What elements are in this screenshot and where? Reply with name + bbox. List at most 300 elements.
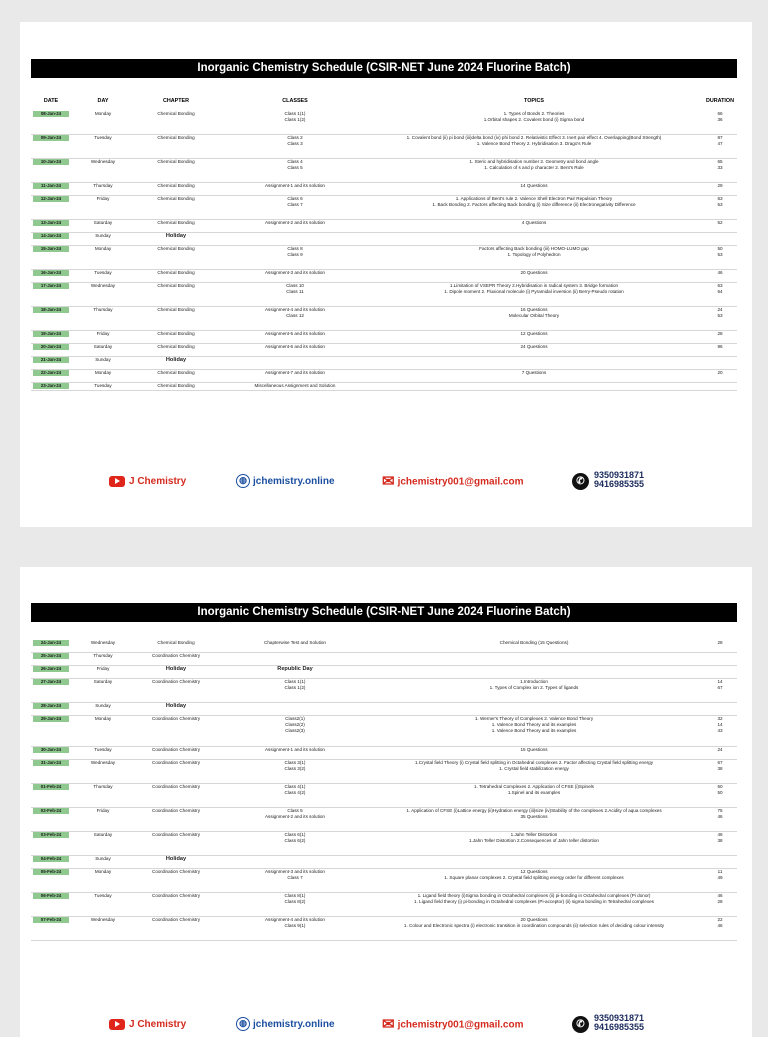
- classes-cell-line: Class 11: [286, 289, 304, 294]
- chapter-cell-line: Chemical Bonding: [157, 196, 195, 201]
- duration-cell-line: 50: [717, 246, 723, 251]
- youtube-label: J Chemistry: [129, 1019, 187, 1030]
- day-cell-line: Wednesday: [90, 917, 116, 922]
- chapter-cell-line: Coordination Chemistry: [152, 869, 200, 874]
- classes-cell: [227, 869, 363, 881]
- header-date: DATE: [43, 98, 59, 104]
- date-cell: 06-Feb-24: [33, 893, 69, 899]
- classes-cell-line: Class 6(2): [284, 838, 306, 843]
- table-row: [31, 369, 737, 383]
- topics-cell-line: 1.Jahn Teller Distortion 2.Consequences of Jahn teller distortion: [469, 838, 599, 843]
- date-cell: 05-Feb-24: [33, 869, 69, 875]
- email-link[interactable]: [382, 1017, 524, 1033]
- topics-cell-line: 24 Questions: [520, 344, 548, 349]
- classes-cell: [227, 246, 363, 258]
- classes-cell-line: Class 8(1): [284, 893, 306, 898]
- topics-cell-line: 1. Types of Bonds 2. Theories: [503, 111, 565, 116]
- duration-cell: [705, 679, 735, 691]
- table-row: [31, 110, 737, 135]
- table-row: [31, 182, 737, 196]
- topics-cell: [367, 159, 701, 171]
- date-cell: 03-Feb-24: [33, 832, 69, 838]
- duration-cell-line: 50: [717, 790, 723, 795]
- chapter-cell-line: Holiday: [165, 703, 187, 709]
- chapter-cell: [135, 703, 217, 709]
- classes-cell-line: Assignment-4 and its solution: [264, 307, 325, 312]
- topics-cell-line: 14 Questions: [520, 183, 548, 188]
- topics-cell-line: 1. Applications of Bent's rule 2. Valence Shell Electron Pair Repulsion Theory: [455, 196, 613, 201]
- globe-icon: ◍: [236, 1017, 250, 1031]
- duration-cell: [705, 331, 735, 337]
- duration-cell-line: 53: [717, 313, 723, 318]
- topics-cell: [367, 135, 701, 147]
- table-row: [31, 195, 737, 220]
- day-cell: [78, 307, 128, 313]
- date-cell: 12-Jan-24: [33, 196, 69, 202]
- table-row: [31, 783, 737, 808]
- day-cell-line: Tuesday: [94, 135, 112, 140]
- topics-cell: [367, 196, 701, 208]
- duration-cell-line: 96: [717, 344, 723, 349]
- topics-cell: [367, 246, 701, 258]
- day-cell-line: Sunday: [95, 856, 111, 861]
- topics-cell: [367, 893, 701, 905]
- chapter-cell: [135, 344, 217, 350]
- duration-cell-line: 65: [717, 159, 723, 164]
- chapter-cell: [135, 331, 217, 337]
- chapter-cell-line: Chemical Bonding: [157, 220, 195, 225]
- date-cell: 29-Jan-24: [33, 716, 69, 722]
- day-cell-line: Saturday: [93, 344, 113, 349]
- day-cell: [78, 703, 128, 709]
- table-row: [31, 219, 737, 233]
- day-cell-line: Monday: [94, 370, 112, 375]
- date-cell: 01-Feb-24: [33, 784, 69, 790]
- topics-cell-line: 1. Valence Bond Theory and its examples: [491, 728, 577, 733]
- chapter-cell-line: Chemical Bonding: [157, 159, 195, 164]
- classes-cell: [227, 808, 363, 820]
- chapter-cell: [135, 653, 217, 659]
- duration-cell: [705, 869, 735, 881]
- classes-cell-line: Assignment-7 and its solution: [264, 370, 325, 375]
- classes-cell-line: Class2(3): [285, 728, 305, 733]
- duration-cell: [705, 640, 735, 646]
- topics-cell-line: 1. Ligand field theory (i)Sigma bonding in Octahedral complexes (ii) pi-bonding in Octahedral complexes (Pi donor): [417, 893, 651, 898]
- classes-cell: [227, 383, 363, 389]
- classes-cell: [227, 344, 363, 350]
- table-row: [31, 678, 737, 703]
- duration-cell-line: 60: [717, 784, 723, 789]
- date-cell: 19-Jan-24: [33, 331, 69, 337]
- website-link[interactable]: [236, 474, 335, 490]
- chapter-cell: [135, 679, 217, 685]
- phone-number-2: 9416985355: [594, 479, 645, 489]
- classes-cell-line: Class 7: [287, 875, 303, 880]
- chapter-cell: [135, 159, 217, 165]
- duration-cell: [705, 917, 735, 929]
- duration-cell-line: 28: [717, 899, 723, 904]
- topics-cell-line: 1.Limitation of VSEPR Theory 2.Hybridisation in radical system 3. Bridge formation: [449, 283, 619, 288]
- table-row: [31, 855, 737, 869]
- phone-number-1: 9350931871: [594, 470, 645, 480]
- topics-cell: [367, 283, 701, 295]
- day-cell: [78, 640, 128, 646]
- topics-cell-line: Factors affecting Back bonding (iii) HOMO-LUMO gap: [479, 246, 589, 251]
- duration-cell-line: 20: [717, 370, 723, 375]
- topics-cell-line: 1. Application of CFSE (i)Lattice energy (ii)Hydration energy (iii)size (iv)Stability of the complexes 2.Acidity of aqua complexes: [406, 808, 662, 813]
- day-cell: [78, 270, 128, 276]
- day-cell-line: Tuesday: [94, 270, 112, 275]
- chapter-cell-line: Coordination Chemistry: [152, 832, 200, 837]
- duration-cell-line: 75: [717, 808, 723, 813]
- duration-cell-line: 11: [717, 869, 723, 874]
- topics-cell-line: Chemical Bonding (15 Questions): [499, 640, 569, 645]
- classes-cell-line: Class 1(2): [284, 685, 306, 690]
- topics-cell-line: 1. Crystal field stabilization energy: [499, 766, 569, 771]
- day-cell: [78, 283, 128, 289]
- phone-icon: ✆: [572, 1016, 589, 1033]
- classes-cell: [227, 220, 363, 226]
- table-row: [31, 158, 737, 183]
- duration-cell-line: 46: [717, 923, 723, 928]
- date-cell: 31-Jan-24: [33, 760, 69, 766]
- classes-cell-line: Assignment-2 and its solution: [264, 814, 325, 819]
- classes-cell: [227, 716, 363, 734]
- day-cell: [78, 856, 128, 862]
- topics-cell-line: 1. Werner's Theory of Complexes 2. Valence Bond Theory: [474, 716, 594, 721]
- day-cell-line: Friday: [96, 666, 110, 671]
- topics-cell-line: 1. Valence Bond Theory and its examples: [491, 722, 577, 727]
- email-label: jchemistry001@gmail.com: [397, 476, 524, 488]
- chapter-cell: [135, 357, 217, 363]
- table-row: [31, 330, 737, 344]
- date-cell: 25-Jan-24: [33, 653, 69, 659]
- table-row: [31, 639, 737, 653]
- day-cell-line: Thursday: [93, 784, 113, 789]
- duration-cell: [705, 159, 735, 171]
- day-cell: [78, 760, 128, 766]
- table-row: [31, 343, 737, 357]
- date-cell: 27-Jan-24: [33, 679, 69, 685]
- duration-cell-line: 24: [717, 307, 723, 312]
- day-cell-line: Friday: [96, 196, 110, 201]
- day-cell-line: Sunday: [95, 703, 111, 708]
- date-cell: 04-Feb-24: [33, 856, 69, 862]
- classes-cell: [227, 666, 363, 672]
- chapter-cell-line: Chemical Bonding: [157, 370, 195, 375]
- topics-cell-line: 4 Questions: [521, 220, 547, 225]
- table-row: [31, 702, 737, 716]
- topics-cell-line: 1.Introduction: [520, 679, 548, 684]
- duration-cell-line: 63: [717, 283, 723, 288]
- duration-cell-line: 29: [717, 183, 723, 188]
- header-classes: CLASSES: [282, 98, 308, 104]
- duration-cell-line: 87: [717, 135, 723, 140]
- day-cell-line: Monday: [94, 246, 112, 251]
- classes-cell-line: Class 5: [287, 165, 303, 170]
- classes-cell-line: Class 6: [287, 196, 303, 201]
- classes-cell: [227, 307, 363, 319]
- chapter-cell-line: Coordination Chemistry: [152, 917, 200, 922]
- table-row: [31, 759, 737, 784]
- chapter-cell-line: Holiday: [165, 357, 187, 363]
- topics-cell: [367, 747, 701, 753]
- classes-cell-line: Assignment-5 and its solution: [264, 331, 325, 336]
- schedule-title: Inorganic Chemistry Schedule (CSIR-NET June 2024 Fluorine Batch): [31, 603, 737, 622]
- day-cell: [78, 917, 128, 923]
- duration-cell-line: 46: [717, 893, 723, 898]
- classes-cell: [227, 893, 363, 905]
- topics-cell: [367, 784, 701, 796]
- topics-cell-line: 16 Questions: [520, 307, 548, 312]
- date-cell: 28-Jan-24: [33, 703, 69, 709]
- chapter-cell: [135, 135, 217, 141]
- topics-cell-line: 1. Tetrahedral Complexes 2. Application of CFSE (i)Spinels: [474, 784, 594, 789]
- classes-cell-line: Assignment-3 and its solution: [264, 270, 325, 275]
- topics-cell-line: 20 Questions: [520, 917, 548, 922]
- topics-cell-line: 1. Topology of Polyhedron: [507, 252, 561, 257]
- chapter-cell-line: Chemical Bonding: [157, 383, 195, 388]
- classes-cell-line: Class 3: [287, 141, 303, 146]
- classes-cell-line: Assignment-3 and its solution: [264, 869, 325, 874]
- table-row: [31, 746, 737, 760]
- header-day: DAY: [97, 98, 109, 104]
- day-cell-line: Thursday: [93, 183, 113, 188]
- duration-cell: [705, 808, 735, 820]
- chapter-cell-line: Holiday: [165, 233, 187, 239]
- classes-cell-line: Class 12: [286, 313, 304, 318]
- date-cell: 21-Jan-24: [33, 357, 69, 363]
- day-cell: [78, 196, 128, 202]
- chapter-cell-line: Chemical Bonding: [157, 331, 195, 336]
- table-row: [31, 892, 737, 917]
- classes-cell-line: Class 4(2): [284, 790, 306, 795]
- duration-cell: [705, 196, 735, 208]
- topics-cell-line: 35 Questions: [520, 814, 548, 819]
- date-cell: 15-Jan-24: [33, 246, 69, 252]
- chapter-cell: [135, 869, 217, 875]
- mail-icon: ✉: [382, 473, 395, 490]
- topics-cell-line: 1.Spinel and its examples: [507, 790, 561, 795]
- classes-cell: [227, 679, 363, 691]
- chapter-cell: [135, 716, 217, 722]
- classes-cell: [227, 370, 363, 376]
- table-row: [31, 715, 737, 747]
- table-row: [31, 134, 737, 159]
- day-cell: [78, 666, 128, 672]
- chapter-cell: [135, 760, 217, 766]
- day-cell-line: Tuesday: [94, 383, 112, 388]
- duration-cell-line: 38: [717, 838, 723, 843]
- classes-cell-line: Assignment-1 and its solution: [264, 747, 325, 752]
- day-cell: [78, 808, 128, 814]
- email-link[interactable]: [382, 474, 524, 490]
- date-cell: 10-Jan-24: [33, 159, 69, 165]
- chapter-cell-line: Coordination Chemistry: [152, 747, 200, 752]
- chapter-cell-line: Coordination Chemistry: [152, 653, 200, 658]
- topics-cell: [367, 679, 701, 691]
- duration-cell: [705, 183, 735, 189]
- topics-cell: [367, 344, 701, 350]
- day-cell: [78, 747, 128, 753]
- youtube-link[interactable]: [109, 474, 186, 490]
- classes-cell-line: Class 9(1): [284, 923, 306, 928]
- chapter-cell: [135, 640, 217, 646]
- classes-cell: [227, 760, 363, 772]
- duration-cell-line: 22: [717, 917, 723, 922]
- day-cell: [78, 246, 128, 252]
- duration-cell: [705, 220, 735, 226]
- chapter-cell-line: Coordination Chemistry: [152, 893, 200, 898]
- day-cell: [78, 383, 128, 389]
- table-row: [31, 245, 737, 270]
- date-cell: 08-Jan-24: [33, 111, 69, 117]
- classes-cell-line: Miscellaneous Assignment and Solution: [254, 383, 336, 388]
- chapter-cell-line: Chemical Bonding: [157, 640, 195, 645]
- chapter-cell: [135, 893, 217, 899]
- table-row: [31, 807, 737, 832]
- chapter-cell: [135, 246, 217, 252]
- duration-cell-line: 38: [717, 766, 723, 771]
- chapter-cell-line: Holiday: [165, 856, 187, 862]
- topics-cell: [367, 640, 701, 646]
- classes-cell-line: Class2(1): [285, 716, 305, 721]
- duration-cell-line: 36: [717, 117, 723, 122]
- youtube-icon: [109, 1019, 125, 1030]
- duration-cell-line: 24: [717, 747, 723, 752]
- day-cell: [78, 111, 128, 117]
- chapter-cell-line: Holiday: [165, 666, 187, 672]
- date-cell: 26-Jan-24: [33, 666, 69, 672]
- schedule-page-1: [20, 22, 752, 527]
- day-cell: [78, 370, 128, 376]
- table-row: [31, 282, 737, 307]
- chapter-cell-line: Coordination Chemistry: [152, 716, 200, 721]
- topics-cell: [367, 331, 701, 337]
- topics-cell-line: 1. Valence Bond Theory 2. Hybridisation 3. Drago's Rule: [476, 141, 592, 146]
- topics-cell-line: 1. Colour and Electronic spectra (i) electronic transition in coordination compounds (ii) selection rules of deciding colour intensity: [403, 923, 665, 928]
- topics-cell: [367, 760, 701, 772]
- duration-cell: [705, 784, 735, 796]
- day-cell: [78, 869, 128, 875]
- duration-cell: [705, 135, 735, 147]
- date-cell: 14-Jan-24: [33, 233, 69, 239]
- classes-cell: [227, 784, 363, 796]
- youtube-link[interactable]: [109, 1017, 186, 1033]
- day-cell-line: Sunday: [95, 233, 111, 238]
- date-cell: 18-Jan-24: [33, 307, 69, 313]
- classes-cell-line: Class 1(1): [284, 679, 306, 684]
- classes-cell-line: Assignment-4 and its solution: [264, 917, 325, 922]
- topics-cell-line: 15 Questions: [520, 747, 548, 752]
- duration-cell-line: 63: [717, 196, 723, 201]
- duration-cell: [705, 832, 735, 844]
- table-header: [31, 96, 737, 106]
- chapter-cell: [135, 383, 217, 389]
- topics-cell: [367, 808, 701, 820]
- topics-cell-line: 12 Questions: [520, 331, 548, 336]
- duration-cell: [705, 747, 735, 753]
- classes-cell: [227, 111, 363, 123]
- topics-cell: [367, 370, 701, 376]
- duration-cell-line: 66: [717, 111, 723, 116]
- phone-icon: ✆: [572, 473, 589, 490]
- topics-cell-line: Molecular Orbital Theory: [508, 313, 560, 318]
- topics-cell: [367, 832, 701, 844]
- chapter-cell: [135, 856, 217, 862]
- day-cell: [78, 135, 128, 141]
- day-cell-line: Wednesday: [90, 760, 116, 765]
- table-row: [31, 652, 737, 666]
- chapter-cell: [135, 196, 217, 202]
- header-duration: DURATION: [705, 98, 735, 104]
- chapter-cell: [135, 666, 217, 672]
- duration-cell: [705, 716, 735, 734]
- classes-cell: [227, 917, 363, 929]
- chapter-cell: [135, 784, 217, 790]
- chapter-cell: [135, 183, 217, 189]
- website-link[interactable]: [236, 1017, 335, 1033]
- classes-cell-line: Class 8: [287, 246, 303, 251]
- topics-cell-line: 1.Jahn Teller Distortion: [510, 832, 558, 837]
- classes-cell-line: Class2(2): [285, 722, 305, 727]
- topics-cell-line: 1. Back Bonding 2. Factors affecting Back bonding (i) Size difference (ii) Electronegativity Difference: [432, 202, 636, 207]
- day-cell: [78, 331, 128, 337]
- topics-cell-line: 1. Ligand field theory (i) pi-bonding in Octahedral complexes (Pi-acceptor) (ii) sigma bonding in Tetrahedral complexes: [414, 899, 654, 904]
- chapter-cell-line: Chemical Bonding: [157, 183, 195, 188]
- day-cell-line: Monday: [94, 111, 112, 116]
- schedule-page-2: [20, 567, 752, 1037]
- youtube-icon: [109, 476, 125, 487]
- date-cell: 11-Jan-24: [33, 183, 69, 189]
- table-row: [31, 916, 737, 941]
- day-cell-line: Tuesday: [94, 893, 112, 898]
- table-row: [31, 232, 737, 246]
- contact-footer: [20, 470, 752, 494]
- classes-cell: [227, 159, 363, 171]
- table-row: [31, 269, 737, 283]
- duration-cell: [705, 111, 735, 123]
- classes-cell: [227, 183, 363, 189]
- classes-cell-line: Class 7: [287, 202, 303, 207]
- day-cell-line: Friday: [96, 808, 110, 813]
- duration-cell: [705, 270, 735, 276]
- topics-cell: [367, 869, 701, 881]
- classes-cell-line: Assignment-2 and its solution: [264, 220, 325, 225]
- topics-cell: [367, 307, 701, 319]
- chapter-cell-line: Chemical Bonding: [157, 270, 195, 275]
- chapter-cell-line: Chemical Bonding: [157, 307, 195, 312]
- duration-cell-line: 53: [717, 202, 723, 207]
- chapter-cell-line: Chemical Bonding: [157, 111, 195, 116]
- chapter-cell: [135, 307, 217, 313]
- schedule-title: Inorganic Chemistry Schedule (CSIR-NET June 2024 Fluorine Batch): [31, 59, 737, 78]
- duration-cell: [705, 307, 735, 319]
- classes-cell: [227, 832, 363, 844]
- day-cell-line: Wednesday: [90, 640, 116, 645]
- classes-cell: [227, 331, 363, 337]
- day-cell: [78, 233, 128, 239]
- youtube-label: J Chemistry: [129, 476, 187, 487]
- day-cell-line: Wednesday: [90, 283, 116, 288]
- day-cell: [78, 220, 128, 226]
- chapter-cell: [135, 220, 217, 226]
- chapter-cell-line: Coordination Chemistry: [152, 760, 200, 765]
- day-cell-line: Sunday: [95, 357, 111, 362]
- phone-number-2: 9416985355: [594, 1022, 645, 1032]
- duration-cell: [705, 893, 735, 905]
- classes-cell: [227, 747, 363, 753]
